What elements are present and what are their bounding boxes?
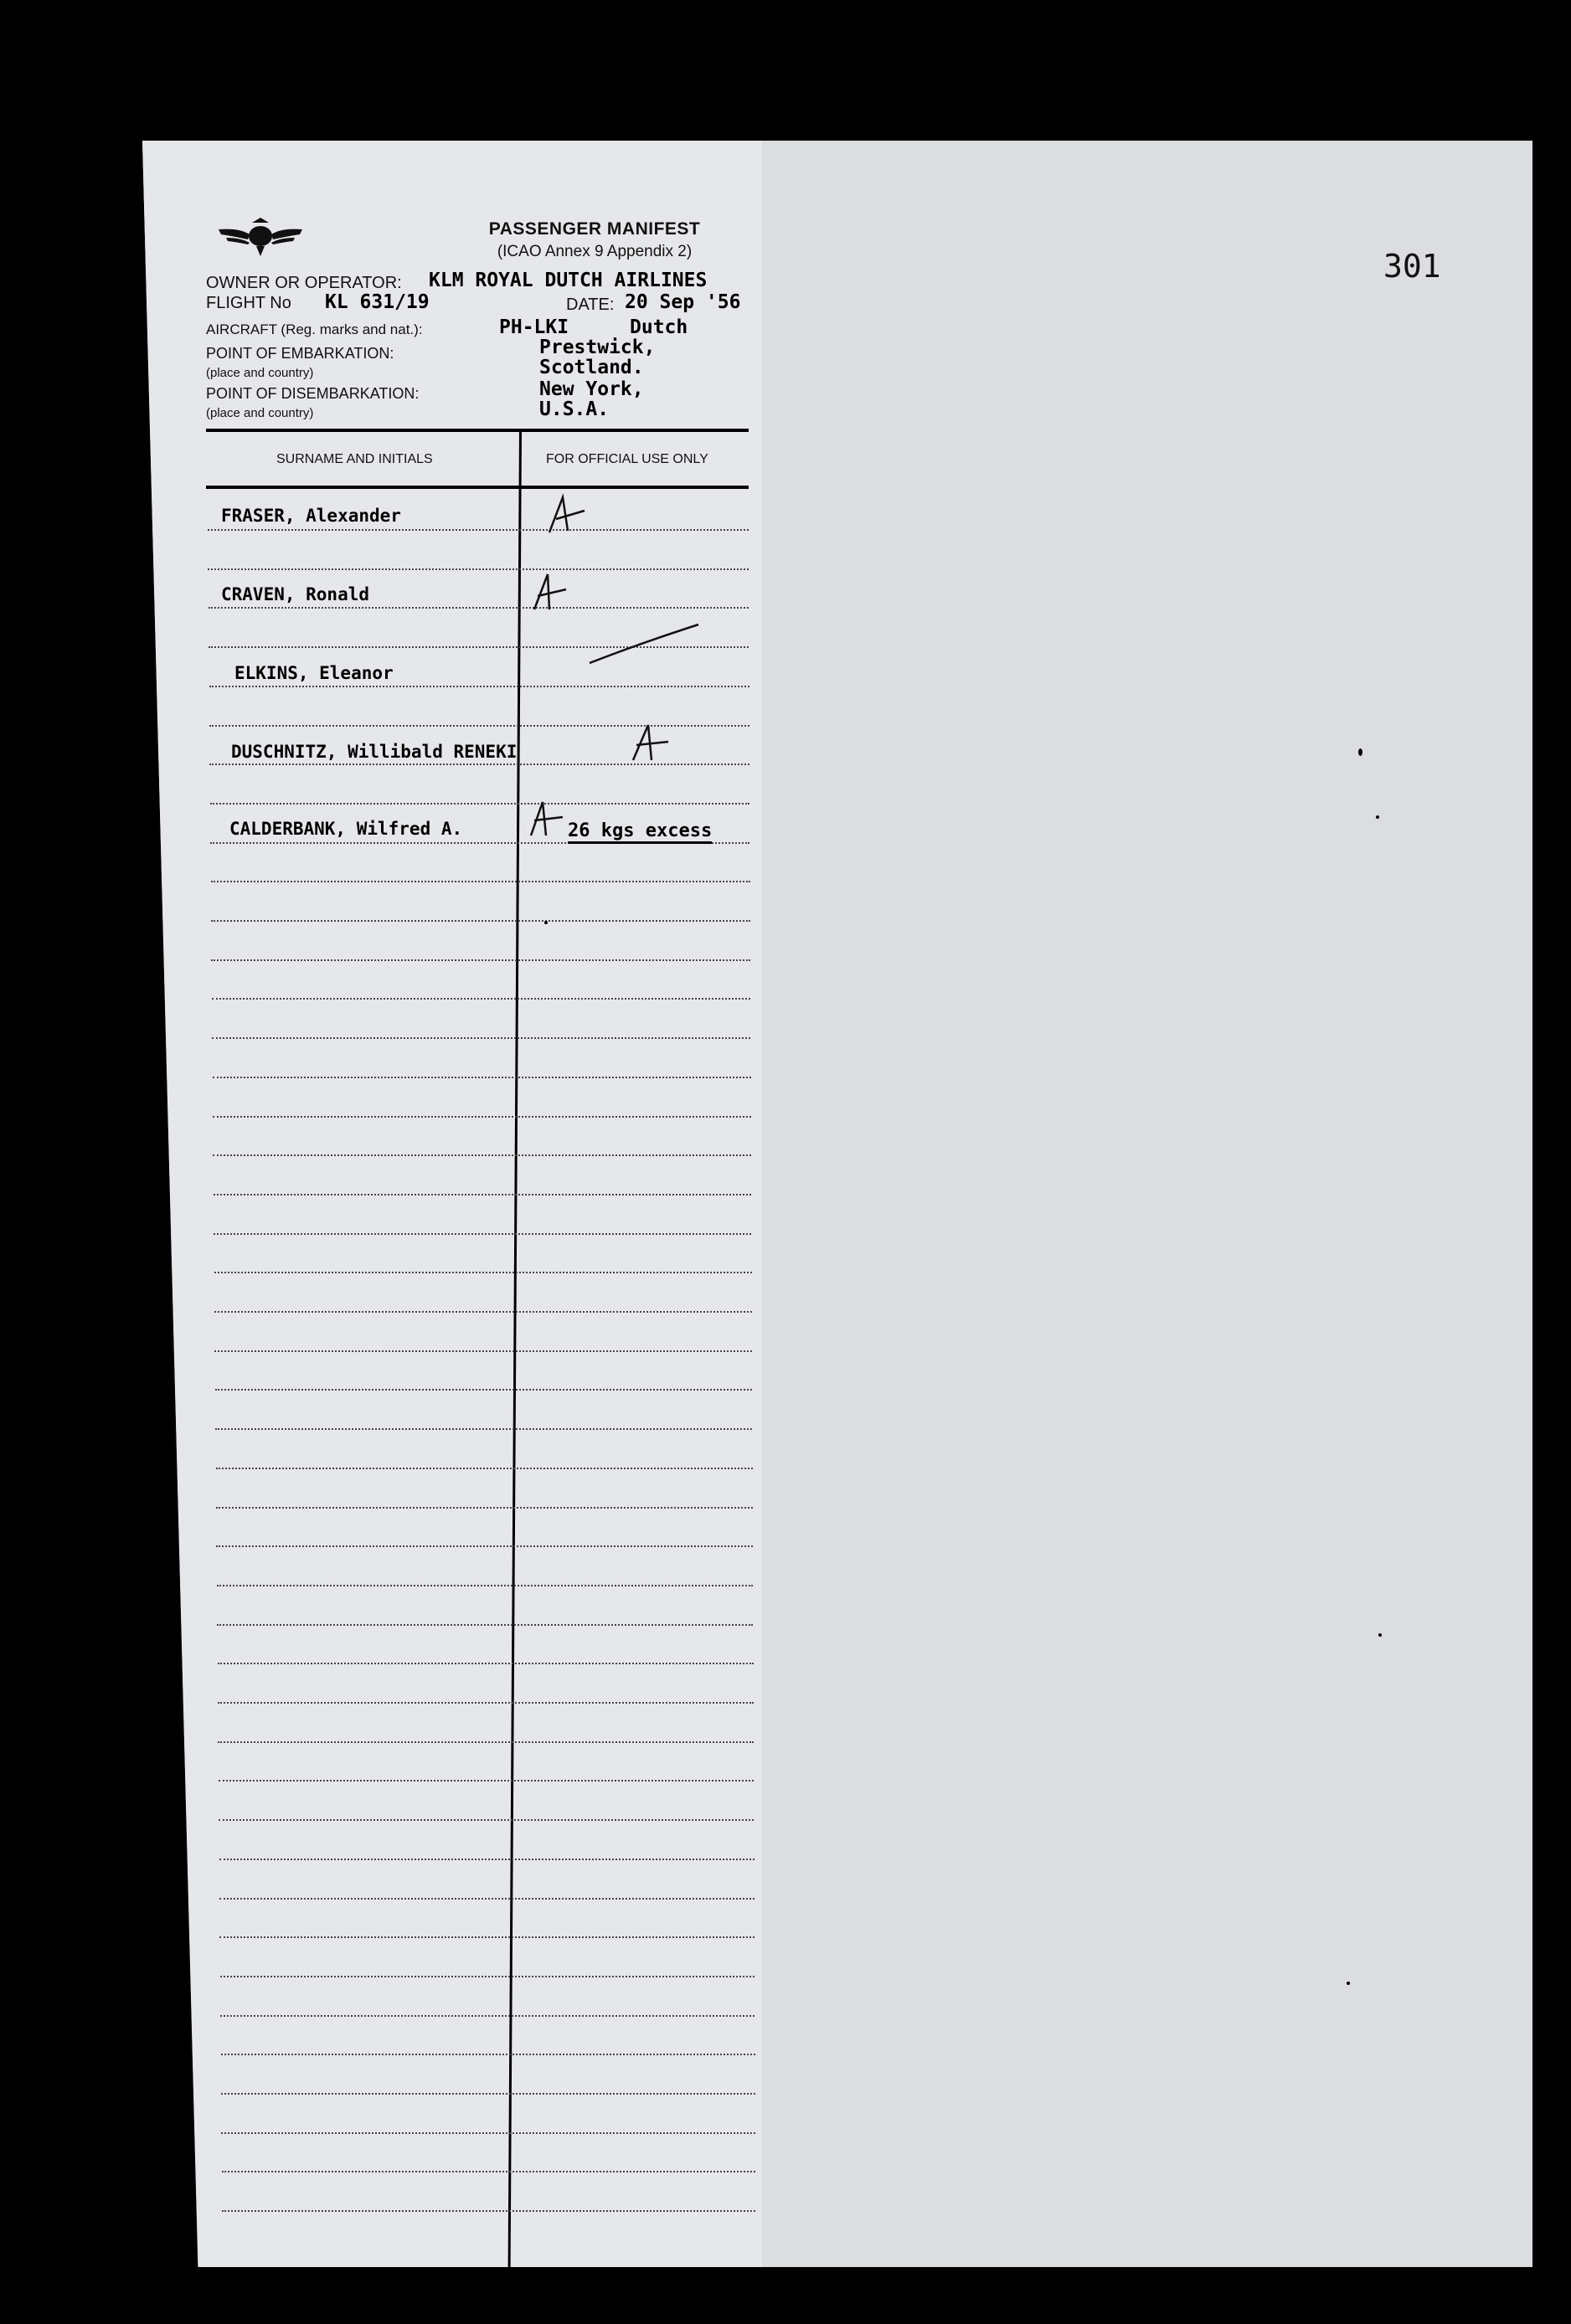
- scan-speck: [1358, 748, 1362, 756]
- column-header-surname: SURNAME AND INITIALS: [276, 452, 433, 466]
- flight-label: FLIGHT No: [206, 294, 291, 312]
- ruled-line: [212, 1037, 750, 1039]
- disembarkation-label: POINT OF DISEMBARKATION:: [206, 385, 420, 402]
- ruled-line: [214, 1194, 751, 1195]
- ruled-line: [221, 2093, 755, 2095]
- ruled-line: [216, 1545, 753, 1547]
- ruled-line: [214, 1311, 752, 1313]
- ruled-line: [210, 803, 749, 805]
- ruled-line: [218, 1741, 754, 1743]
- aircraft-nationality: Dutch: [630, 316, 688, 338]
- passenger-name-1: FRASER, Alexander: [221, 506, 401, 526]
- ruled-line: [219, 1780, 754, 1782]
- ruled-line: [219, 1819, 754, 1821]
- aircraft-label: AIRCRAFT (Reg. marks and nat.):: [206, 321, 423, 337]
- ruled-line: [219, 1859, 755, 1860]
- passenger-name-2: CRAVEN, Ronald: [221, 584, 370, 604]
- ruled-line: [213, 1077, 751, 1078]
- ruled-line: [215, 1428, 752, 1430]
- scan-speck: [1347, 1982, 1350, 1985]
- ruled-line: [219, 1936, 755, 1938]
- form-title: PASSENGER MANIFEST: [488, 219, 701, 239]
- ruled-line: [213, 1116, 751, 1118]
- airline-wings-logo-icon: [214, 211, 306, 261]
- ruled-line: [215, 1389, 752, 1391]
- ruled-line: [216, 1507, 753, 1509]
- header-rule: [206, 429, 749, 432]
- ruled-line: [211, 920, 750, 922]
- scan-speck: [544, 921, 548, 924]
- date-value: 20 Sep '56: [625, 291, 741, 313]
- ruled-line: [216, 1468, 753, 1469]
- ruled-line: [208, 529, 749, 531]
- ruled-line: [217, 1624, 753, 1626]
- ruled-line: [221, 2132, 755, 2134]
- official-mark-3-icon: [586, 620, 703, 670]
- ruled-line: [213, 1154, 751, 1156]
- ruled-line: [220, 1976, 755, 1977]
- ruled-line: [214, 1233, 751, 1235]
- page-number: 301: [1383, 248, 1441, 285]
- embarkation-sub-label: (place and country): [206, 366, 314, 380]
- passenger-name-4: DUSCHNITZ, Willibald RENEKI: [231, 742, 518, 762]
- official-mark-1-icon: [544, 492, 591, 537]
- ruled-line: [218, 1663, 754, 1664]
- ruled-line: [212, 998, 750, 1000]
- embarkation-country: Scotland.: [539, 357, 644, 378]
- embarkation-label: POINT OF EMBARKATION:: [206, 345, 394, 362]
- ruled-line: [211, 881, 750, 882]
- ruled-line: [208, 568, 749, 570]
- scan-speck: [1378, 1633, 1382, 1637]
- official-mark-2-icon: [528, 569, 574, 614]
- ruled-line: [209, 607, 749, 609]
- ruled-line: [211, 959, 750, 961]
- ruled-line: [220, 2015, 755, 2017]
- form-subtitle: (ICAO Annex 9 Appendix 2): [497, 243, 693, 260]
- aircraft-reg: PH-LKI: [499, 316, 569, 338]
- ruled-line: [214, 1350, 752, 1352]
- column-header-official: FOR OFFICIAL USE ONLY: [546, 452, 708, 466]
- disembarkation-place: New York,: [539, 378, 644, 400]
- ruled-line: [222, 2171, 755, 2172]
- ruled-line: [209, 686, 749, 687]
- ruled-line: [214, 1272, 752, 1273]
- ruled-line: [217, 1585, 753, 1586]
- official-mark-4-icon: [628, 720, 675, 765]
- disembarkation-country: U.S.A.: [539, 398, 610, 420]
- disembarkation-sub-label: (place and country): [206, 406, 314, 420]
- passenger-name-3: ELKINS, Eleanor: [234, 663, 394, 683]
- owner-label: OWNER OR OPERATOR:: [206, 274, 402, 292]
- ruled-line: [218, 1702, 754, 1704]
- scan-speck: [1376, 815, 1379, 819]
- official-mark-5-icon: [526, 795, 568, 841]
- column-header-rule: [206, 486, 749, 489]
- flight-value: KL 631/19: [325, 291, 430, 313]
- ruled-line: [219, 1898, 755, 1900]
- date-label: DATE:: [566, 296, 615, 314]
- ruled-line: [222, 2210, 755, 2212]
- excess-baggage-note: 26 kgs excess: [568, 820, 712, 844]
- embarkation-place: Prestwick,: [539, 337, 656, 358]
- ruled-line: [221, 2054, 755, 2055]
- passenger-name-5: CALDERBANK, Wilfred A.: [229, 819, 463, 839]
- owner-value: KLM ROYAL DUTCH AIRLINES: [429, 270, 708, 291]
